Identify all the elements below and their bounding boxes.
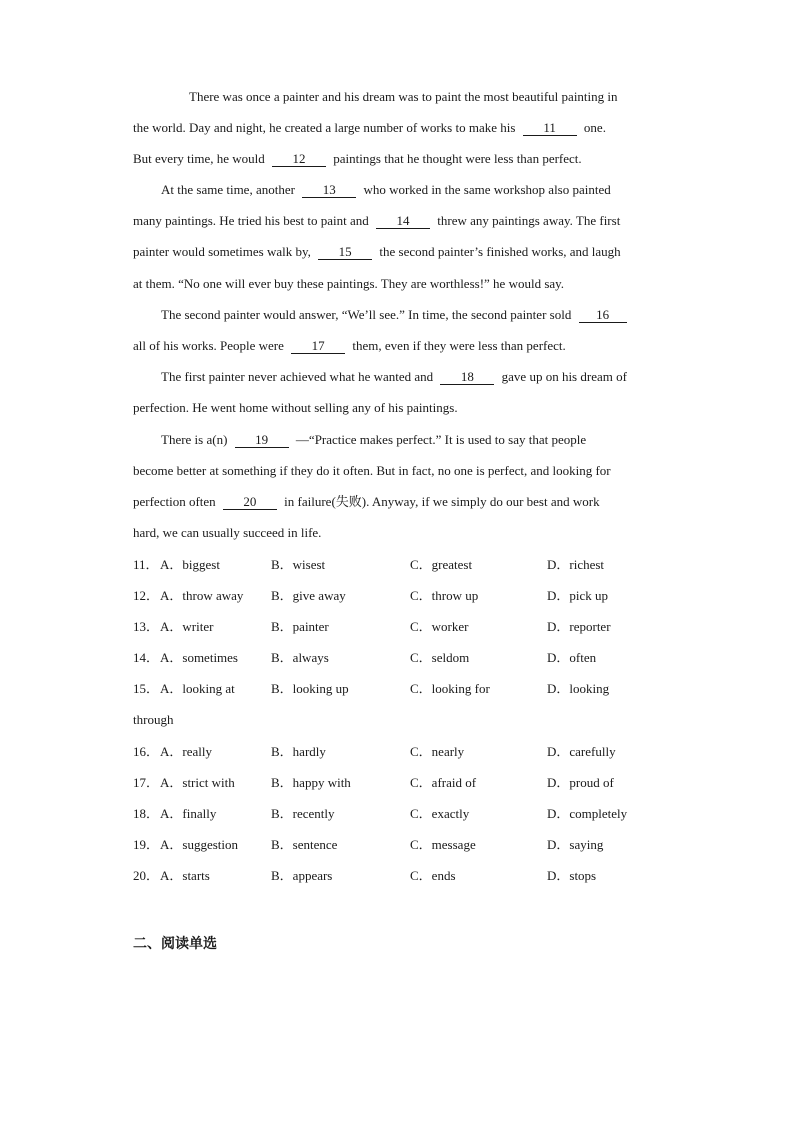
option-c[interactable]: C．exactly xyxy=(410,806,470,821)
passage-line xyxy=(133,336,673,356)
option-a[interactable]: A．biggest xyxy=(160,557,220,572)
option-d[interactable]: D．saying xyxy=(547,837,604,852)
passage-text: many paintings. He tried his best to paint and xyxy=(133,213,369,228)
question-14 xyxy=(133,648,673,668)
passage-text: But every time, he would xyxy=(133,151,265,166)
question-16 xyxy=(133,742,673,762)
blank-20: 20 xyxy=(223,495,277,510)
passage-line xyxy=(133,523,673,543)
passage-text: At the same time, another xyxy=(161,182,295,197)
question-number: 18． xyxy=(133,806,160,821)
passage-line xyxy=(133,398,673,418)
option-a[interactable]: A．strict with xyxy=(160,775,235,790)
passage-line xyxy=(133,274,673,294)
option-b[interactable]: B．sentence xyxy=(271,837,338,852)
option-a[interactable]: A．throw away xyxy=(160,588,244,603)
option-d[interactable]: D．richest xyxy=(547,557,605,572)
option-c[interactable]: C．greatest xyxy=(410,557,473,572)
question-18 xyxy=(133,804,673,824)
question-number: 11． xyxy=(133,557,159,572)
blank-19: 19 xyxy=(235,433,289,448)
option-a[interactable]: A．writer xyxy=(160,619,214,634)
option-d[interactable]: D．proud of xyxy=(547,775,614,790)
passage-text: threw any paintings away. The first xyxy=(437,213,621,228)
passage-line xyxy=(133,367,701,387)
question-number: 19． xyxy=(133,837,160,852)
blank-13: 13 xyxy=(302,183,356,198)
option-d-wrap: through xyxy=(133,712,174,727)
passage-text: become better at something if they do it often. But in fact, no one is perfect, and looking for xyxy=(133,463,611,478)
option-b[interactable]: B．recently xyxy=(271,806,335,821)
option-a[interactable]: A．suggestion xyxy=(160,837,239,852)
passage-line xyxy=(133,430,701,450)
option-b[interactable]: B．hardly xyxy=(271,744,326,759)
blank-14: 14 xyxy=(376,214,430,229)
passage-line xyxy=(133,149,673,169)
option-b[interactable]: B．appears xyxy=(271,868,333,883)
question-number: 16． xyxy=(133,744,160,759)
option-d[interactable]: D．pick up xyxy=(547,588,609,603)
passage-text: the world. Day and night, he created a large number of works to make his xyxy=(133,120,516,135)
blank-18: 18 xyxy=(440,370,494,385)
question-number: 14． xyxy=(133,650,160,665)
blank-11: 11 xyxy=(523,121,577,136)
passage-line xyxy=(133,461,673,481)
option-d[interactable]: D．carefully xyxy=(547,744,616,759)
option-c[interactable]: C．message xyxy=(410,837,476,852)
passage-line xyxy=(133,242,673,262)
passage-text: painter would sometimes walk by, xyxy=(133,244,311,259)
question-number: 12． xyxy=(133,588,160,603)
passage-text: —“Practice makes perfect.” It is used to say that people xyxy=(295,432,587,447)
question-13 xyxy=(133,617,673,637)
passage-text: perfection often xyxy=(133,494,216,509)
question-15 xyxy=(133,679,673,699)
passage-text: in failure(失败). Anyway, if we simply do our best and work xyxy=(284,494,600,509)
option-a[interactable]: A．finally xyxy=(160,806,217,821)
option-d[interactable]: D．looking xyxy=(547,681,610,696)
option-b[interactable]: B．always xyxy=(271,650,329,665)
passage-text: gave up on his dream of xyxy=(501,369,627,384)
passage-text: one. xyxy=(583,120,606,135)
passage-text: all of his works. People were xyxy=(133,338,284,353)
passage-text: at them. “No one will ever buy these paintings. They are worthless!” he would say. xyxy=(133,276,565,291)
blank-15: 15 xyxy=(318,245,372,260)
question-17 xyxy=(133,773,673,793)
option-c[interactable]: C．seldom xyxy=(410,650,470,665)
passage-line xyxy=(133,492,673,512)
passage-text: The second painter would answer, “We’ll see.” In time, the second painter sold xyxy=(161,307,572,322)
option-b[interactable]: B．happy with xyxy=(271,775,351,790)
option-d[interactable]: D．stops xyxy=(547,868,597,883)
blank-12: 12 xyxy=(272,152,326,167)
option-c[interactable]: C．nearly xyxy=(410,744,465,759)
option-a[interactable]: A．looking at xyxy=(160,681,235,696)
passage-line xyxy=(133,211,673,231)
option-b[interactable]: B．give away xyxy=(271,588,346,603)
passage-text: them, even if they were less than perfect. xyxy=(352,338,566,353)
option-d[interactable]: D．completely xyxy=(547,806,628,821)
question-11 xyxy=(133,555,673,575)
option-c[interactable]: C．ends xyxy=(410,868,456,883)
passage-line xyxy=(133,305,701,325)
question-12 xyxy=(133,586,673,606)
question-19 xyxy=(133,835,673,855)
option-a[interactable]: A．starts xyxy=(160,868,210,883)
blank-16: 16 xyxy=(579,308,627,323)
passage-text: the second painter’s finished works, and laugh xyxy=(379,244,621,259)
option-c[interactable]: C．afraid of xyxy=(410,775,477,790)
option-a[interactable]: A．sometimes xyxy=(160,650,238,665)
passage-line xyxy=(133,118,673,138)
passage-text: paintings that he thought were less than perfect. xyxy=(333,151,582,166)
passage-text: The first painter never achieved what he wanted and xyxy=(161,369,434,384)
passage-text: who worked in the same workshop also painted xyxy=(363,182,611,197)
section-heading: 二、阅读单选 xyxy=(133,936,217,952)
option-b[interactable]: B．wisest xyxy=(271,557,326,572)
option-b[interactable]: B．painter xyxy=(271,619,329,634)
passage-text: There was once a painter and his dream was to paint the most beautiful painting in xyxy=(189,89,618,104)
question-number: 13． xyxy=(133,619,160,634)
passage-line xyxy=(133,180,701,200)
passage-line xyxy=(133,87,729,107)
option-d[interactable]: D．often xyxy=(547,650,597,665)
question-number: 20． xyxy=(133,868,160,883)
option-c[interactable]: C．worker xyxy=(410,619,469,634)
question-number: 15． xyxy=(133,681,160,696)
question-15-wrap xyxy=(133,710,673,730)
passage-text: There is a(n) xyxy=(161,432,228,447)
option-d[interactable]: D．reporter xyxy=(547,619,611,634)
option-c[interactable]: C．looking for xyxy=(410,681,490,696)
option-a[interactable]: A．really xyxy=(160,744,212,759)
option-c[interactable]: C．throw up xyxy=(410,588,479,603)
option-b[interactable]: B．looking up xyxy=(271,681,349,696)
question-number: 17． xyxy=(133,775,160,790)
passage-text: perfection. He went home without selling any of his paintings. xyxy=(133,400,458,415)
passage-text: hard, we can usually succeed in life. xyxy=(133,525,322,540)
question-20 xyxy=(133,866,673,886)
blank-17: 17 xyxy=(291,339,345,354)
